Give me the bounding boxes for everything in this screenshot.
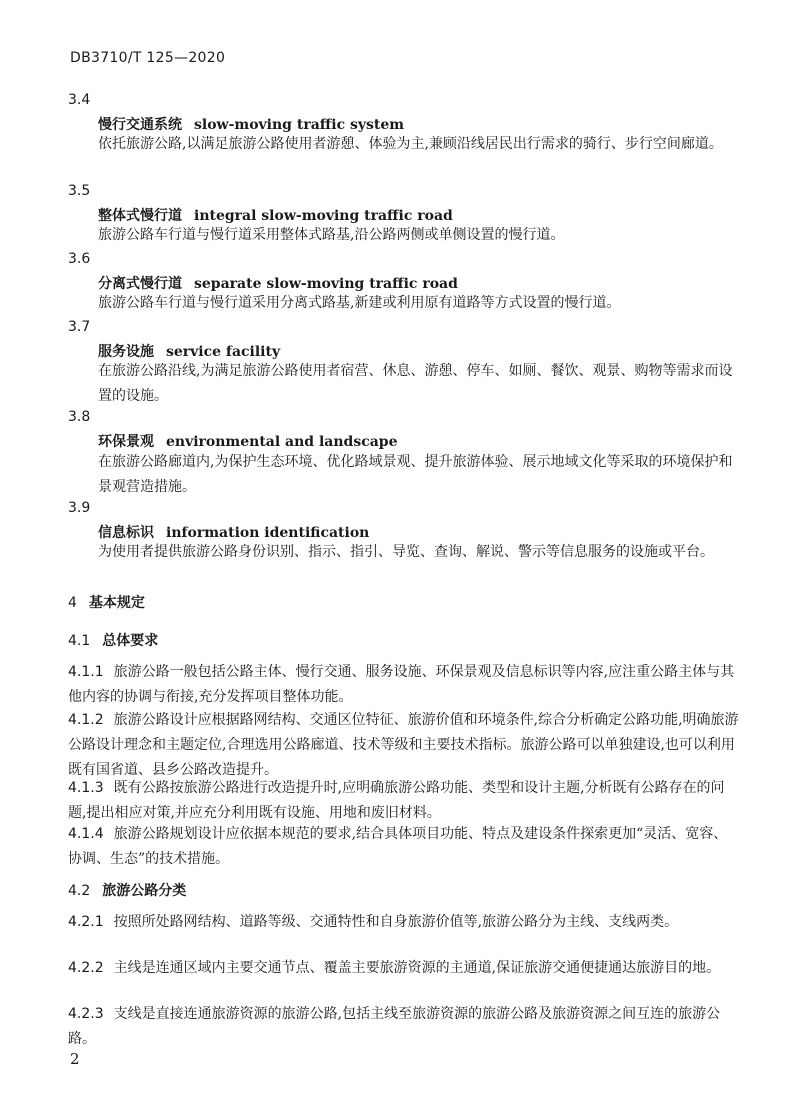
clause-text: 旅游公路设计应根据路网结构、交通区位特征、旅游价值和环境条件,综合分析确定公路功能,明确旅游公路设计理念和主题定位,合理选用公路廊道、技术等级和主要技术指标。旅游公路可以单独建设,也可以利用既有国省道、县乡公路改造提升。 xyxy=(68,712,739,778)
term-definition: 旅游公路车行道与慢行道采用分离式路基,新建或利用原有道路等方式设置的慢行道。 xyxy=(98,295,621,311)
subsection-heading xyxy=(68,630,158,650)
clause-number: 4.2.1 xyxy=(68,914,104,930)
page-number: 2 xyxy=(70,1050,80,1068)
term-title-en: slow-moving traffic system xyxy=(194,117,405,133)
term-title-zh: 信息标识 xyxy=(98,525,154,541)
clause-text: 旅游公路一般包括公路主体、慢行交通、服务设施、环保景观及信息标识等内容,应注重公路主体与其他内容的协调与衔接,充分发挥项目整体功能。 xyxy=(68,664,735,705)
term-title xyxy=(98,205,453,225)
term-title xyxy=(98,341,280,361)
term-title xyxy=(98,431,398,451)
clause xyxy=(68,776,740,826)
clause xyxy=(68,660,740,710)
term-number: 3.6 xyxy=(68,251,91,267)
term-title-zh: 服务设施 xyxy=(98,344,154,360)
term-definition: 为使用者提供旅游公路身份识别、指示、指引、导览、查询、解说、警示等信息服务的设施或平台。 xyxy=(98,544,714,560)
clause-number: 4.2.3 xyxy=(68,1006,104,1022)
term-title xyxy=(98,273,458,293)
term-definition: 在旅游公路廊道内,为保护生态环境、优化路域景观、提升旅游体验、展示地域文化等采取的环境保护和景观营造措施。 xyxy=(98,454,733,495)
clause xyxy=(68,708,740,783)
clause-number: 4.1.3 xyxy=(68,780,104,796)
term-number: 3.7 xyxy=(68,319,91,335)
term-title xyxy=(98,114,404,134)
term-number: 3.4 xyxy=(68,92,91,108)
clause-number: 4.1.4 xyxy=(68,826,104,842)
subsection-title: 旅游公路分类 xyxy=(102,883,187,899)
term-definition: 依托旅游公路,以满足旅游公路使用者游憩、体验为主,兼顾沿线居民出行需求的骑行、步行空间廊道。 xyxy=(98,136,723,152)
subsection-title: 总体要求 xyxy=(102,633,159,649)
section-title: 基本规定 xyxy=(88,595,145,611)
clause-text: 主线是连通区域内主要交通节点、覆盖主要旅游资源的主通道,保证旅游交通便捷通达旅游目的地。 xyxy=(113,960,721,976)
term-number: 3.9 xyxy=(68,500,91,516)
clause-text: 旅游公路规划设计应依据本规范的要求,结合具体项目功能、特点及建设条件探索更加“灵活、宽容、协调、生态”的技术措施。 xyxy=(68,826,728,867)
clause-number: 4.1.1 xyxy=(68,664,104,680)
subsection-number: 4.1 xyxy=(68,633,91,649)
term-title-en: service facility xyxy=(166,344,281,360)
clause-number: 4.2.2 xyxy=(68,960,104,976)
clause xyxy=(68,822,740,872)
term-title-zh: 环保景观 xyxy=(98,434,154,450)
clause-number: 4.1.2 xyxy=(68,712,104,728)
section-heading xyxy=(68,592,145,612)
term-title xyxy=(98,522,369,542)
subsection-number: 4.2 xyxy=(68,883,91,899)
subsection-heading xyxy=(68,880,186,900)
clause xyxy=(68,1002,740,1052)
term-title-zh: 整体式慢行道 xyxy=(98,208,182,224)
term-title-en: integral slow-moving traffic road xyxy=(194,208,453,224)
clause-text: 支线是直接连通旅游资源的旅游公路,包括主线至旅游资源的旅游公路及旅游资源之间互连的旅游公路。 xyxy=(68,1006,721,1047)
term-definition: 旅游公路车行道与慢行道采用整体式路基,沿公路两侧或单侧设置的慢行道。 xyxy=(98,227,565,243)
term-title-en: information identification xyxy=(166,525,370,541)
term-number: 3.5 xyxy=(68,183,91,199)
clause xyxy=(68,956,740,981)
term-number: 3.8 xyxy=(68,409,91,425)
term-title-en: separate slow-moving traffic road xyxy=(194,276,458,292)
term-title-zh: 分离式慢行道 xyxy=(98,276,182,292)
clause xyxy=(68,910,740,935)
standard-code-header: DB3710/T 125—2020 xyxy=(70,50,226,66)
term-title-zh: 慢行交通系统 xyxy=(98,117,182,133)
term-title-en: environmental and landscape xyxy=(166,434,398,450)
clause-text: 既有公路按旅游公路进行改造提升时,应明确旅游公路功能、类型和设计主题,分析既有公路存在的问题,提出相应对策,并应充分利用既有设施、用地和废旧材料。 xyxy=(68,780,725,821)
clause-text: 按照所处路网结构、道路等级、交通特性和自身旅游价值等,旅游公路分为主线、支线两类。 xyxy=(113,914,679,930)
section-number: 4 xyxy=(68,595,77,611)
term-definition: 在旅游公路沿线,为满足旅游公路使用者宿营、休息、游憩、停车、如厕、餐饮、观景、购物等需求而设置的设施。 xyxy=(98,363,733,404)
